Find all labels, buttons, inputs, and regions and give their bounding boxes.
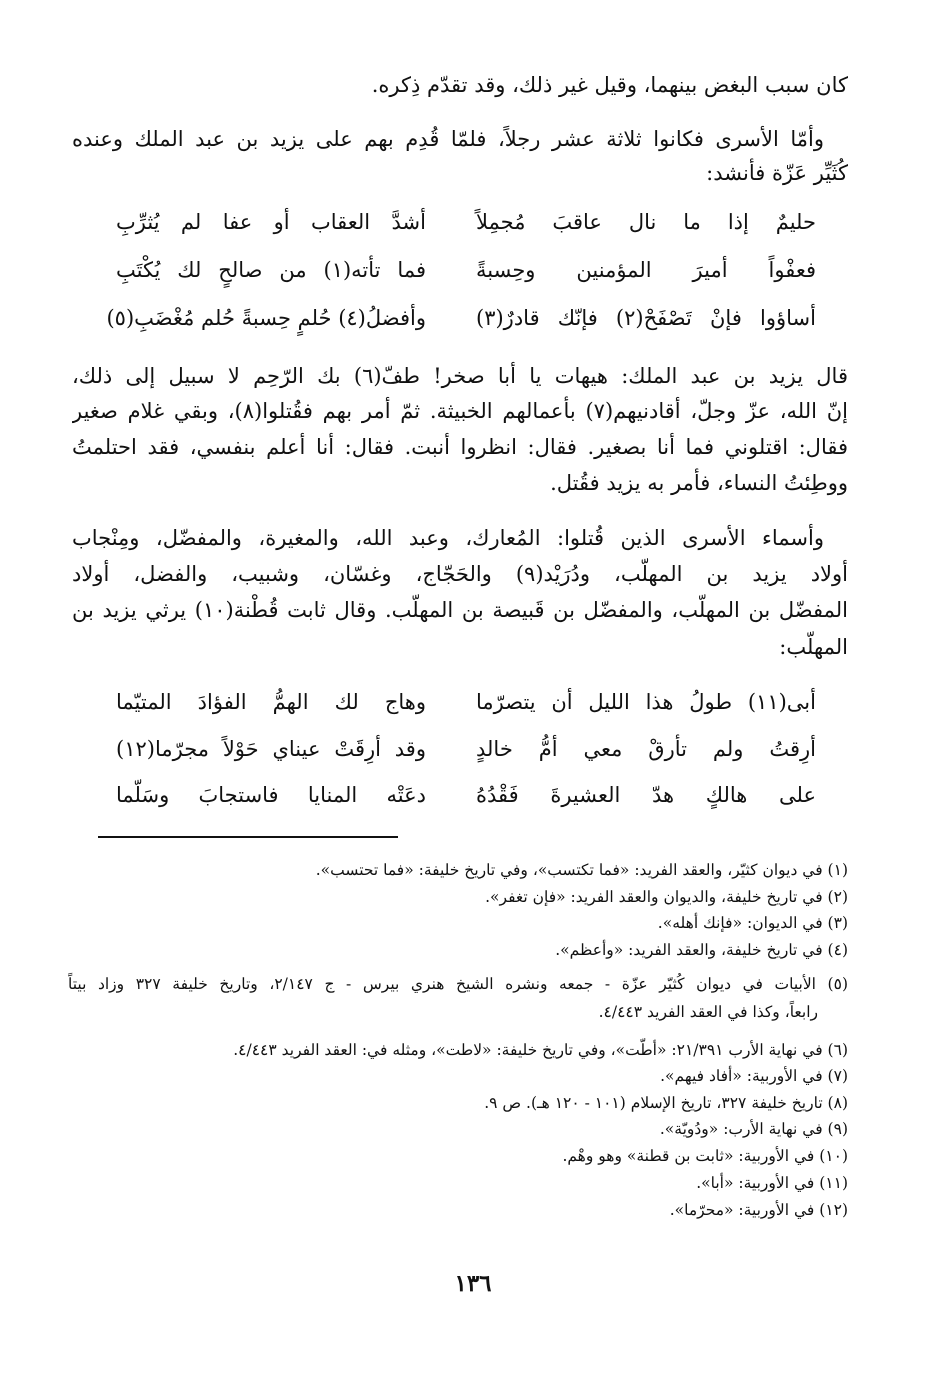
footnote-9: (٩) في نهاية الأرب: «ودُويّة».	[659, 1120, 848, 1138]
verse-5-first-hemistich: أرِقتُ ولم تأرقْ معي أمُّ خالدٍ	[476, 737, 816, 761]
footnote-separator	[98, 836, 398, 838]
verse-3-second-hemistich: وأفضلُ(٤) حُلمٍ حِسبةً حُلم مُغْضَبِ(٥)	[106, 306, 426, 330]
paragraph-3-line-4: ووطِئتُ النساء، فأمر به يزيد فقُتل.	[550, 471, 848, 495]
paragraph-4-line-2: أولاد يزيد بن المهلّب، ودُرَيْد(٩) والحَجّاج، وغسّان، وشبيب، والفضل، أولاد	[72, 562, 848, 586]
verse-2-first-hemistich: فعفْواً أميرَ المؤمنين وحِسبةً	[476, 258, 816, 282]
verse-6-first-hemistich: على هالكٍ هدّ العشيرةَ فَقْدُهُ	[476, 783, 816, 807]
paragraph-4-line-3: المفضّل بن المهلّب، والمفضّل بن قَبيصة بن المهلّب. وقال ثابت قُطْنة(١٠) يرثي يزيد بن	[72, 598, 848, 622]
verse-1-second-hemistich: أشدَّ العقاب أو عفا لم يُثرِّبِ	[116, 210, 426, 234]
verse-1-first-hemistich: حليمٌ إذا ما نال عاقبَ مُجمِلاً	[476, 210, 816, 234]
paragraph-2-line-2: كُثَيِّر عَزّة فأنشد:	[706, 161, 848, 185]
verse-4-first-hemistich: أبى(١١) طولُ هذا الليل أن يتصرّما	[476, 690, 816, 714]
verse-2-second-hemistich: فما تأته(١) من صالحٍ لك يُكْتَبِ	[116, 258, 426, 282]
footnote-12: (١٢) في الأوربية: «محرّما».	[669, 1201, 848, 1219]
footnote-7: (٧) في الأوربية: «أفاد فيهم».	[660, 1067, 848, 1085]
footnote-1: (١) في ديوان كثيّر، والعقد الفريد: «فما تكتسب»، وفي تاريخ خليفة: «فما تحتسب».	[315, 861, 848, 879]
footnote-10: (١٠) في الأوربية: «ثابت بن قطنة» وهو وهْم.	[562, 1147, 848, 1165]
footnote-4: (٤) في تاريخ خليفة، والعقد الفريد: «وأعظم».	[555, 941, 848, 959]
paragraph-2-line-1: وأمّا الأسرى فكانوا ثلاثة عشر رجلاً، فلمّا قُدِم بهم على يزيد بن عبد الملك وعنده	[72, 127, 824, 151]
footnote-6: (٦) في نهاية الأرب ٢١/٣٩١: «أطّت»، وفي تاريخ خليفة: «لاطت»، ومثله في: العقد الفريد ٤/٤٤٣.	[233, 1041, 848, 1059]
verse-3-first-hemistich: أساؤوا فإنْ تَصْفَحْ(٢) فإنّك قادرٌ(٣)	[476, 306, 816, 330]
paragraph-1-line-1: كان سبب البغض بينهما، وقيل غير ذلك، وقد تقدّم ذِكره.	[371, 73, 848, 97]
verse-4-second-hemistich: وهاج لك الهمُّ الفؤادَ المتيّما	[116, 690, 426, 714]
footnote-8: (٨) تاريخ خليفة ٣٢٧، تاريخ الإسلام (١٠١ - ١٢٠ هـ). ص ٩.	[484, 1094, 848, 1112]
page-number: ١٣٦	[454, 1270, 492, 1297]
paragraph-4-line-4: المهلّب:	[779, 635, 848, 659]
verse-6-second-hemistich: دعَتْه المنايا فاستجابَ وسَلّما	[116, 783, 426, 807]
paragraph-3-line-3: فقال: اقتلوني فما أنا بصغير. فقال: انظروا أنبت. فقال: أنا أعلم بنفسي، فقد احتلمتُ	[72, 435, 848, 459]
footnote-5-line-1: (٥) الأبيات في ديوان كُثيّر عزّة - جمعه ونشره الشيخ هنري بيرس - ج ٢/١٤٧، وتاريخ خليفة ٣٢٧ وزاد بيتاً	[68, 975, 848, 993]
paragraph-3-line-1: قال يزيد بن عبد الملك: هيهات يا أبا صخر! طفّ(٦) بك الرّحِم لا سبيل إلى ذلك،	[72, 364, 848, 388]
verse-5-second-hemistich: وقد أرِقَتْ عيناي حَوْلاً مجرّما(١٢)	[116, 737, 426, 761]
footnote-11: (١١) في الأوربية: «أبا».	[696, 1174, 848, 1192]
footnote-5-line-2: رابعاً، وكذا في العقد الفريد ٤/٤٤٣.	[598, 1003, 818, 1021]
paragraph-3-line-2: إنّ الله، عزّ وجلّ، أقادنيهم(٧) بأعمالهم الخبيثة. ثمّ أمر بهم فقُتلوا(٨)، وبقي غلام صغير	[72, 399, 848, 423]
footnote-3: (٣) في الديوان: «فإنك أهله».	[657, 914, 848, 932]
paragraph-4-line-1: وأسماء الأسرى الذين قُتلوا: المُعارك، وعبد الله، والمغيرة، والمفضّل، ومِنْجاب	[72, 526, 824, 550]
footnote-2: (٢) في تاريخ خليفة، والديوان والعقد الفريد: «فإن تغفر».	[485, 888, 848, 906]
